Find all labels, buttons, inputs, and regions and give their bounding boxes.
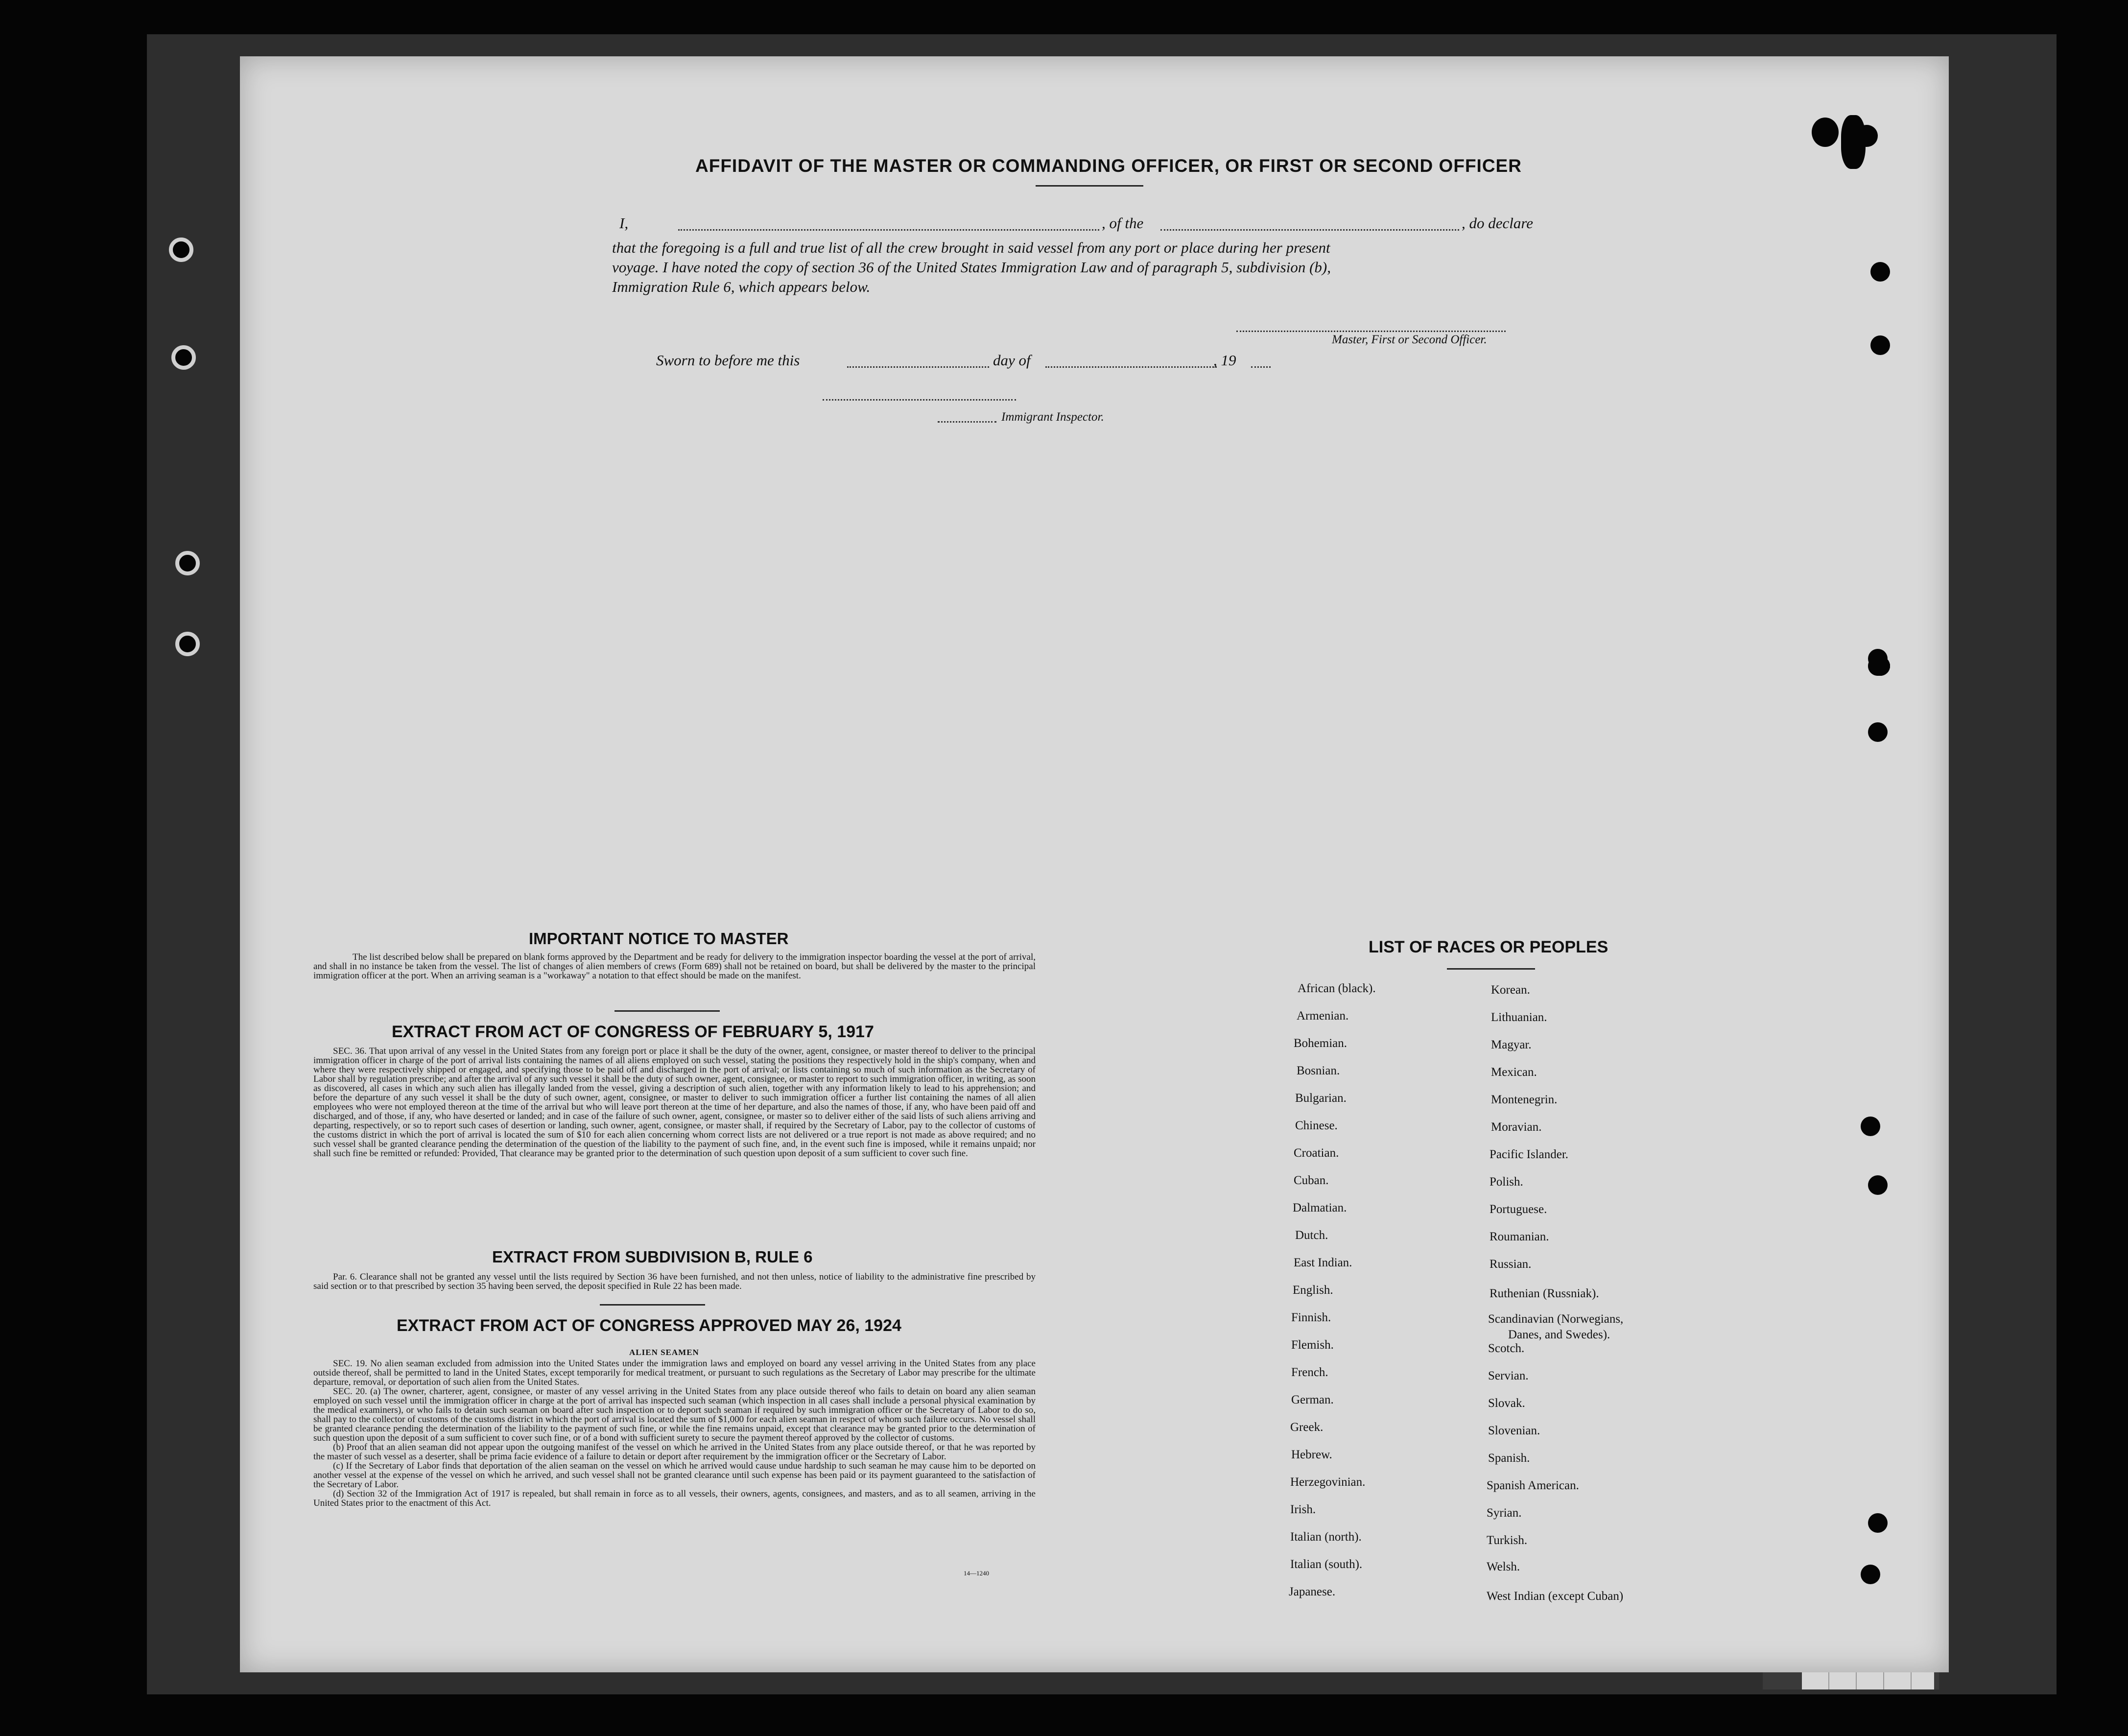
race-item: Armenian.	[1297, 1009, 1349, 1023]
extract-1917-text: SEC. 36. That upon arrival of any vessel in the United States from any foreign port or place it shall be the duty of the owner, agent, consignee, or master thereof to deliver to the principal immigration officer in charge of the port of arrival lists containing the names of all aliens employed on such vessel, stating the positions they respectively hold in the ship's company, when and where they were respectively shipped or engaged, and specifying those to be paid off and discharged in the port of arrival; or lists containing so much of such information as the Secretary of Labor shall by regulation prescribe; and after the arrival of any such vessel it shall be the duty of such owner, agent, consignee, or master to report to such immigration officer, in writing, as soon as discovered, all cases in which any such alien has illegally landed from the vessel, giving a description of such alien, together with any information likely to lead to his apprehension; and before the departure of any such vessel it shall be the duty of such owner, agent, consignee, or master to deliver to such immigration officer a further list containing the names of all alien employees who were not employed thereon at the time of the arrival but who will leave port thereon at the time of her departure, and also the names of those, if any, who have been paid off and discharged, and of those, if any, who have deserted or landed; and in case of the failure of such owner, agent, consignee, or master so to deliver either of the said lists of such aliens arriving and departing, respectively, or so to report such cases of desertion or landing, such owner, agent, consignee, or master shall, if required by the Secretary of Labor, pay to the collector of customs of the customs district in which the port of arrival is located the sum of $10 for each alien concerning whom correct lists are not delivered or a true report is not made as above required; and no such vessel shall be granted clearance pending the determination of the question of the liability to the payment of such fine, and, in the event such fine is imposed, while it remains unpaid; nor shall such fine be remitted or refunded: Provided, That clearance may be granted prior to the determination of such question upon deposit of a sum sufficient to cover such fine.	[313, 1046, 1036, 1159]
punch-hole-icon	[1868, 1513, 1888, 1533]
race-item: Greek.	[1290, 1421, 1324, 1434]
affidavit-line3: voyage. I have noted the copy of section 36 of the United States Immigration Law and of paragraph 5, subdivision (b),	[612, 259, 1331, 276]
race-item: Finnish.	[1291, 1311, 1331, 1324]
punch-hole-icon	[1861, 1117, 1880, 1136]
sworn-text: Sworn to before me this	[656, 352, 800, 369]
race-item: Scotch.	[1488, 1342, 1525, 1355]
punch-hole-icon	[1870, 335, 1890, 355]
race-item: Portuguese.	[1490, 1203, 1547, 1216]
punch-hole-icon	[1868, 722, 1888, 742]
race-item: German.	[1291, 1393, 1334, 1406]
binder-ring-icon	[169, 238, 193, 262]
affidavit-line1-end: , do declare	[1462, 214, 1534, 232]
sworn-day-of: day of	[993, 352, 1031, 369]
name-blank	[678, 229, 1099, 231]
races-title: LIST OF RACES OR PEOPLES	[1369, 938, 1608, 956]
race-item: Slovak.	[1488, 1397, 1525, 1410]
inspector-signature-line	[823, 399, 1016, 401]
race-item: Montenegrin.	[1491, 1093, 1558, 1106]
race-item: Irish.	[1290, 1503, 1316, 1516]
race-item: Servian.	[1488, 1369, 1529, 1382]
extract-rule6-text: Par. 6. Clearance shall not be granted any vessel until the lists required by Section 36 have been furnished, and not then unless, notice of liability to the administrative fine prescribed by said section or to that prescribed by section 35 having been served, the deposit specified in Rule 22 has been made.	[313, 1272, 1036, 1291]
race-item: Roumanian.	[1490, 1230, 1549, 1243]
race-item: Spanish American.	[1487, 1479, 1579, 1492]
affidavit-title: AFFIDAVIT OF THE MASTER OR COMMANDING OFFICER, OR FIRST OR SECOND OFFICER	[695, 156, 1522, 176]
race-item: Chinese.	[1295, 1119, 1338, 1132]
year-blank	[1251, 366, 1271, 368]
punch-hole-icon	[1861, 1565, 1880, 1584]
race-item: Pacific Islander.	[1490, 1148, 1569, 1161]
affidavit-line2: that the foregoing is a full and true list of all the crew brought in said vessel from any port or place during her present	[612, 239, 1330, 256]
alien-seamen-heading: ALIEN SEAMEN	[629, 1348, 699, 1357]
form-code: 14—1240	[964, 1570, 989, 1577]
race-item: Croatian.	[1294, 1146, 1339, 1160]
race-item: Italian (south).	[1290, 1558, 1363, 1571]
race-item: Flemish.	[1291, 1338, 1334, 1352]
race-item: Italian (north).	[1290, 1530, 1362, 1544]
race-item: Syrian.	[1487, 1506, 1522, 1520]
month-blank	[1045, 366, 1217, 368]
officer-caption: Master, First or Second Officer.	[1332, 333, 1487, 346]
race-item: French.	[1291, 1366, 1328, 1379]
race-item: Mexican.	[1491, 1066, 1537, 1079]
binder-ring-icon	[171, 345, 196, 370]
binder-ring-icon	[175, 551, 200, 575]
race-item: Slovenian.	[1488, 1424, 1540, 1437]
race-item: Korean.	[1491, 983, 1530, 997]
sec-20a-paragraph: SEC. 20. (a) The owner, charterer, agent, consignee, or master of any vessel arriving in the United States from any place outside thereof who fails to detain on board any alien seaman employed on such vessel until the immigration officer in charge at the port of arrival has inspected such seaman (which inspection in all cases shall include a personal physical examination by the medical examiners), or who fails to detain such seaman on board after such inspection or to deport such seaman if required by such immigration officer or the Secretary of Labor to do so, shall pay to the collector of customs of the customs district in which the port of arrival is located the sum of $1,000 for each alien seaman in respect of whom such failure occurs. No vessel shall be granted clearance pending the determination of the liability to the payment of such fine, or while the fine remains unpaid, except that clearance may be granted prior to the determination of such question upon the deposit of a sum sufficient to cover such fine, or of a bond with sufficient surety to secure the payment thereof approved by the collector of customs.	[313, 1386, 1036, 1443]
race-item: Russian.	[1490, 1258, 1532, 1271]
vessel-blank	[1160, 229, 1459, 231]
section-rule	[615, 1010, 720, 1012]
race-item: East Indian.	[1294, 1256, 1352, 1269]
inspector-caption: Immigrant Inspector.	[1001, 410, 1104, 424]
affidavit-line4: Immigration Rule 6, which appears below.	[612, 278, 871, 295]
notice-text: The list described below shall be prepared on blank forms approved by the Department and be ready for delivery to the immigration inspector boarding the vessel at the port of arrival, and shall in no instance be taken from the vessel. The list of changes of alien members of crews (Form 689) shall not be retained on board, but shall be delivered by the master to the principal immigration officer at the port. When an arriving seaman is a "workaway" a notation to that effect should be made on the manifest.	[313, 952, 1036, 981]
race-item: Scandinavian (Norwegians,	[1488, 1312, 1624, 1326]
affidavit-line1-mid: , of the	[1102, 214, 1144, 232]
extract-rule6-title: EXTRACT FROM SUBDIVISION B, RULE 6	[492, 1248, 813, 1266]
race-item: Bosnian.	[1297, 1064, 1340, 1077]
punch-hole-icon	[109, 757, 128, 776]
race-item: English.	[1293, 1284, 1333, 1297]
race-item: Dutch.	[1295, 1229, 1328, 1242]
affidavit-line1-start: I,	[619, 214, 629, 232]
binder-ring-icon	[175, 632, 200, 656]
race-item: Herzegovinian.	[1290, 1475, 1366, 1489]
day-blank	[847, 366, 989, 368]
punch-hole-icon	[115, 262, 135, 282]
race-item: West Indian (except Cuban)	[1487, 1590, 1624, 1603]
races-rule	[1447, 968, 1535, 970]
race-item: Danes, and Swedes).	[1508, 1328, 1610, 1341]
ink-blot-icon	[1856, 125, 1878, 147]
sworn-year: , 19	[1213, 352, 1236, 369]
race-item: African (black).	[1298, 982, 1376, 995]
title-rule	[1036, 185, 1143, 187]
race-item: Magyar.	[1491, 1038, 1532, 1051]
sec-20b-paragraph: (b) Proof that an alien seaman did not appear upon the outgoing manifest of the vessel on which he arrived in the United States from any place outside thereof, or that he was reported by the master of such vessel as a deserter, shall be prima facie evidence of a failure to detain or deport after requirement by the immigration officer or the Secretary of Labor.	[313, 1442, 1036, 1462]
sec-20d-paragraph: (d) Section 32 of the Immigration Act of 1917 is repealed, but shall remain in force as to all vessels, their owners, agents, consignees, and masters, and as to all seamen, arriving in the United States prior to the enactment of this Act.	[313, 1489, 1036, 1508]
race-item: Hebrew.	[1291, 1448, 1332, 1461]
inspector-leader	[938, 421, 996, 423]
race-item: Bulgarian.	[1295, 1092, 1347, 1105]
sec-20c-paragraph: (c) If the Secretary of Labor finds that deportation of the alien seaman on the vessel on which he arrived would cause undue hardship to such seaman he may cause him to be deported on another vessel at the expense of the vessel on which he arrived, and such vessel shall not be granted clearance until such expense has been paid or its payment guaranteed to the satisfaction of the Secretary of Labor.	[313, 1461, 1036, 1490]
race-item: Lithuanian.	[1491, 1011, 1547, 1024]
sec-19-paragraph: SEC. 19. No alien seaman excluded from admission into the United States under the immigration laws and employed on board any vessel arriving in the United States from any place outside thereof, shall be permitted to land in the United States, except temporarily for medical treatment, or pursuant to such regulations as the Secretary of Labor may prescribe for the ultimate departure, removal, or deportation of such alien from the United States.	[313, 1358, 1036, 1387]
punch-hole-icon	[1868, 649, 1888, 668]
punch-hole-icon	[1870, 262, 1890, 282]
race-item: Dalmatian.	[1293, 1201, 1347, 1214]
race-item: Turkish.	[1487, 1534, 1528, 1547]
officer-signature-line	[1236, 331, 1506, 332]
punch-hole-icon	[1868, 1175, 1888, 1195]
extract-1924-title: EXTRACT FROM ACT OF CONGRESS APPROVED MAY 26, 1924	[397, 1316, 901, 1335]
race-item: Cuban.	[1294, 1174, 1329, 1187]
race-item: Bohemian.	[1294, 1037, 1348, 1050]
race-item: Polish.	[1490, 1175, 1523, 1189]
notice-title: IMPORTANT NOTICE TO MASTER	[529, 929, 789, 948]
race-item: Ruthenian (Russniak).	[1490, 1287, 1599, 1300]
extract-1924-body	[313, 1359, 1036, 1508]
extract-1917-title: EXTRACT FROM ACT OF CONGRESS OF FEBRUARY 5, 1917	[392, 1023, 874, 1041]
race-item: Moravian.	[1491, 1120, 1542, 1134]
punch-hole-icon	[110, 514, 130, 534]
race-item: Welsh.	[1487, 1560, 1520, 1573]
section-rule	[600, 1304, 705, 1306]
race-item: Spanish.	[1488, 1451, 1530, 1465]
race-item: Japanese.	[1289, 1585, 1336, 1598]
punch-hole-icon	[112, 629, 131, 649]
ink-blot-icon	[1812, 118, 1839, 147]
